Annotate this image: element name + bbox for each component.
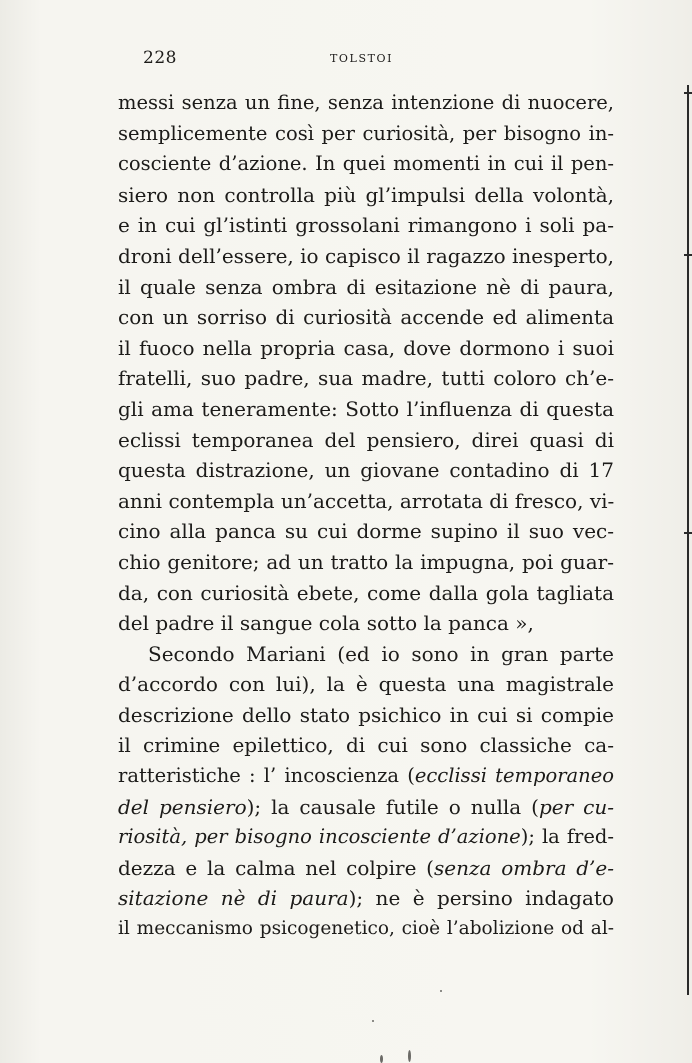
page-header bbox=[0, 48, 692, 72]
text-run: ); ne è persino indagato bbox=[348, 886, 614, 911]
text-line: il meccanismo psicogenetico, cioè l’abolizione od al- bbox=[118, 918, 614, 940]
text-line: cino alla panca su cui dorme supino il suo vec- bbox=[118, 519, 614, 544]
text-line: cosciente d’azione. In quei momenti in cui il pen- bbox=[118, 152, 614, 176]
page-edge-shadow bbox=[687, 85, 689, 995]
text-run: ); la causale futile o nulla ( bbox=[246, 794, 539, 819]
text-line: messi senza un fine, senza intenzione di nuocere, bbox=[118, 91, 614, 114]
scan-speck bbox=[380, 1055, 383, 1063]
text-run: dezza e la calma nel colpire ( bbox=[118, 855, 434, 880]
text-line bbox=[118, 822, 614, 853]
scan-speck bbox=[372, 1020, 374, 1022]
text-line: da, con curiosità ebete, come dalla gola tagliata bbox=[118, 580, 614, 605]
italic-run: per cu- bbox=[538, 794, 614, 819]
text-line: con un sorriso di curiosità accende ed alimenta bbox=[118, 305, 614, 330]
text-run: ratteristiche : l’ incoscienza ( bbox=[118, 764, 415, 788]
page-edge-mark bbox=[684, 532, 692, 534]
text-line: chio genitore; ad un tratto la impugna, poi guar- bbox=[118, 549, 614, 574]
scan-speck bbox=[408, 1050, 411, 1062]
page-edge-mark bbox=[684, 254, 692, 256]
text-line: siero non controlla più gl’impulsi della volontà, bbox=[118, 182, 614, 207]
text-line: e in cui gl’istinti grossolani rimangono i soli pa- bbox=[118, 213, 614, 238]
body-text bbox=[118, 88, 614, 945]
text-line: descrizione dello stato psichico in cui si compie bbox=[118, 702, 614, 727]
text-line: gli ama teneramente: Sotto l’influenza di questa bbox=[118, 396, 614, 421]
text-line: del padre il sangue cola sotto la panca », bbox=[118, 611, 534, 636]
text-line: semplicemente così per curiosità, per bisogno in- bbox=[118, 121, 614, 145]
text-line: il quale senza ombra di esitazione nè di paura, bbox=[118, 274, 614, 299]
text-line bbox=[118, 853, 614, 884]
text-line: il fuoco nella propria casa, dove dormono i suoi bbox=[118, 335, 614, 360]
page-edge-mark bbox=[684, 92, 692, 94]
text-line: d’accordo con lui), la è questa una magistrale bbox=[118, 672, 614, 697]
scan-speck bbox=[440, 990, 442, 992]
page-number: 228 bbox=[143, 48, 177, 68]
text-line bbox=[118, 761, 614, 792]
text-line: droni dell’essere, io capisco il ragazzo inesperto, bbox=[118, 243, 614, 268]
text-line: il crimine epilettico, di cui sono classiche ca- bbox=[118, 733, 614, 758]
italic-run: riosità, per bisogno incosciente d’azione bbox=[118, 825, 521, 849]
text-line: anni contempla un’accetta, arrotata di fresco, vi- bbox=[118, 488, 615, 513]
text-line: questa distrazione, un giovane contadino di 17 bbox=[118, 458, 614, 483]
text-line bbox=[118, 883, 614, 914]
italic-run: ecclissi temporaneo bbox=[414, 764, 615, 788]
text-line: fratelli, suo padre, sua madre, tutti coloro ch’e- bbox=[118, 366, 614, 391]
text-run: ); la fred- bbox=[520, 825, 614, 849]
italic-run: sitazione nè di paura bbox=[118, 886, 349, 911]
italic-run: senza ombra d’e- bbox=[433, 855, 615, 880]
text-line: Secondo Mariani (ed io sono in gran parte bbox=[148, 641, 614, 666]
text-line bbox=[118, 792, 614, 823]
running-title: TOLSTOI bbox=[330, 52, 394, 65]
text-line: eclissi temporanea del pensiero, direi quasi di bbox=[118, 427, 614, 452]
italic-run: del pensiero bbox=[118, 794, 247, 819]
